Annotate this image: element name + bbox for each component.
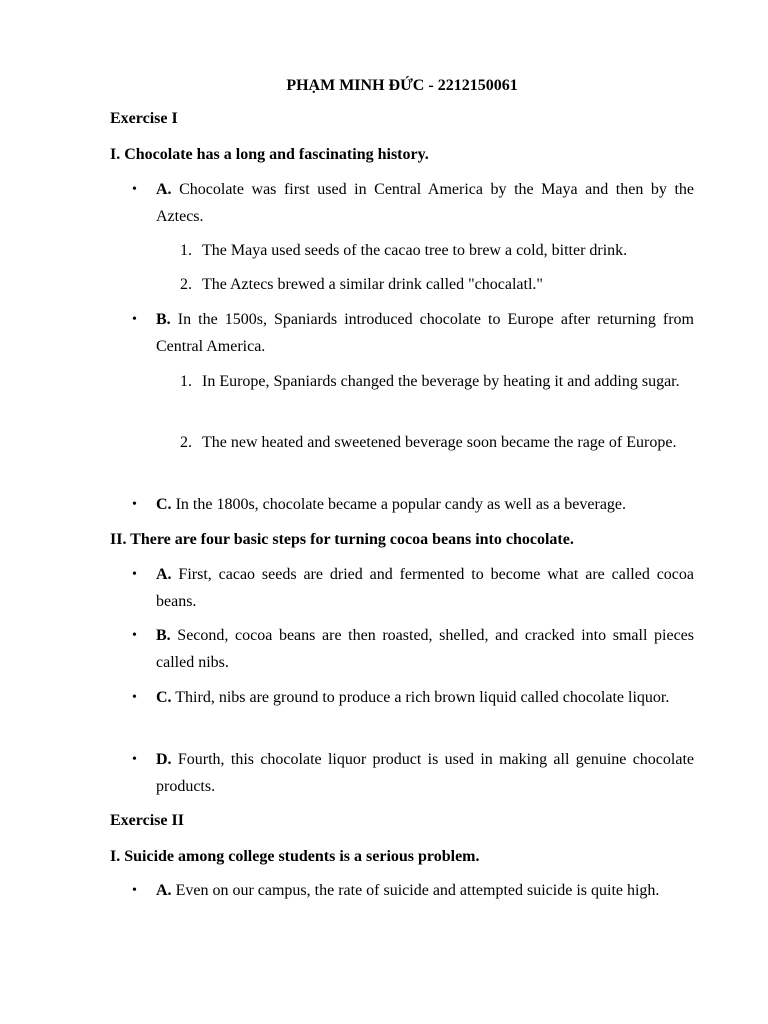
list-item-text xyxy=(156,622,694,676)
bullet-icon: • xyxy=(132,312,137,327)
list-item-label: B. xyxy=(156,311,171,328)
document-title: PHẠM MINH ĐỨC - 2212150061 xyxy=(286,77,518,94)
list-item-text xyxy=(156,746,694,800)
bullet-icon: • xyxy=(132,628,137,643)
list-item-text xyxy=(156,176,694,230)
bullet-icon: • xyxy=(132,690,137,705)
list-item-text xyxy=(156,561,694,615)
bullet-icon: • xyxy=(132,182,137,197)
list-item-body: Even on our campus, the rate of suicide and attempted suicide is quite high. xyxy=(171,882,660,899)
list-item-body: First, cacao seeds are dried and fermented to become what are called cocoa beans. xyxy=(156,566,694,610)
numbered-item-label: 1. xyxy=(180,373,192,390)
numbered-item-text: The Aztecs brewed a similar drink called "chocalatl." xyxy=(202,276,543,293)
list-item-body: Chocolate was first used in Central America by the Maya and then by the Aztecs. xyxy=(156,181,694,225)
bullet-icon: • xyxy=(132,752,137,767)
numbered-item-text: The Maya used seeds of the cacao tree to brew a cold, bitter drink. xyxy=(202,242,628,259)
numbered-item-label: 2. xyxy=(180,434,192,451)
numbered-item-label: 2. xyxy=(180,276,192,293)
numbered-item-label: 1. xyxy=(180,242,192,259)
list-item-body: Fourth, this chocolate liquor product is used in making all genuine chocolate products. xyxy=(156,751,694,795)
bullet-icon: • xyxy=(132,567,137,582)
exercise-1-heading: Exercise I xyxy=(110,110,178,127)
section-2-heading: II. There are four basic steps for turning cocoa beans into chocolate. xyxy=(110,531,574,548)
numbered-item-text: In Europe, Spaniards changed the beverage by heating it and adding sugar. xyxy=(202,373,680,390)
list-item-body: In the 1500s, Spaniards introduced chocolate to Europe after returning from Central America. xyxy=(156,311,694,355)
list-item-text xyxy=(156,306,694,360)
list-item-label: A. xyxy=(156,181,172,198)
list-item-body: In the 1800s, chocolate became a popular candy as well as a beverage. xyxy=(171,496,627,513)
list-item-label: C. xyxy=(156,689,172,706)
list-item-body: Third, nibs are ground to produce a rich brown liquid called chocolate liquor. xyxy=(171,689,670,706)
list-item-label: C. xyxy=(156,496,172,513)
list-item-body: Second, cocoa beans are then roasted, shelled, and cracked into small pieces called nibs. xyxy=(156,627,694,671)
list-item-label: D. xyxy=(156,751,172,768)
list-item-text xyxy=(156,877,694,904)
list-item-text xyxy=(156,491,694,518)
exercise-2-heading: Exercise II xyxy=(110,812,184,829)
section-1-heading: I. Chocolate has a long and fascinating history. xyxy=(110,146,429,163)
list-item-text xyxy=(156,684,694,711)
bullet-icon: • xyxy=(132,883,137,898)
list-item-label: B. xyxy=(156,627,171,644)
section-1-heading: I. Suicide among college students is a serious problem. xyxy=(110,848,480,865)
numbered-item-text: The new heated and sweetened beverage soon became the rage of Europe. xyxy=(202,434,677,451)
list-item-label: A. xyxy=(156,882,172,899)
bullet-icon: • xyxy=(132,497,137,512)
list-item-label: A. xyxy=(156,566,172,583)
